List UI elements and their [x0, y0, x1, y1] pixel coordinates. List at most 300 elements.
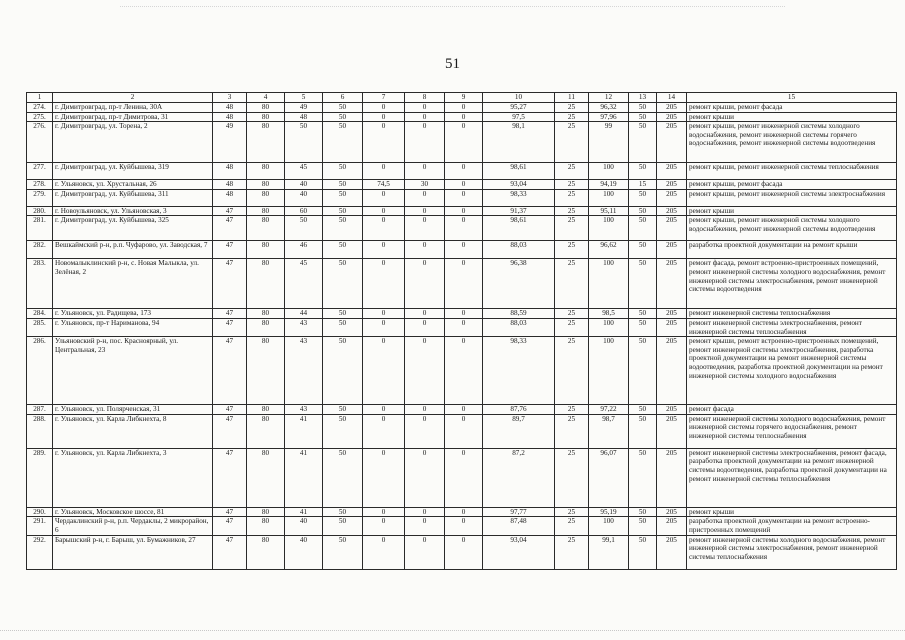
value-cell-7: 0 — [363, 241, 405, 259]
value-cell-7: 0 — [363, 112, 405, 122]
value-cell-12: 100 — [589, 337, 629, 405]
value-cell-12: 95,19 — [589, 507, 629, 517]
value-cell-6: 50 — [323, 318, 363, 336]
value-cell-8: 0 — [405, 103, 445, 113]
value-cell-3: 47 — [213, 448, 247, 507]
value-cell-6: 50 — [323, 535, 363, 569]
scan-artifact-bottom — [0, 630, 905, 632]
value-cell-14: 205 — [657, 259, 687, 309]
value-cell-13: 50 — [629, 507, 657, 517]
value-cell-4: 80 — [247, 189, 285, 206]
value-cell-8: 0 — [405, 318, 445, 336]
table-row — [27, 507, 897, 517]
value-cell-3: 47 — [213, 318, 247, 336]
value-cell-13: 50 — [629, 216, 657, 241]
value-cell-14: 205 — [657, 405, 687, 415]
work-description-cell: ремонт инженерной системы холодного водоснабжения, ремонт инженерной системы электроснабжения, ремонт инженерной системы теплоснабжения — [687, 535, 897, 569]
value-cell-6: 50 — [323, 103, 363, 113]
value-cell-6: 50 — [323, 189, 363, 206]
value-cell-13: 50 — [629, 517, 657, 535]
value-cell-13: 50 — [629, 318, 657, 336]
value-cell-9: 0 — [445, 405, 483, 415]
value-cell-12: 98,7 — [589, 414, 629, 448]
value-cell-8: 0 — [405, 122, 445, 163]
value-cell-9: 0 — [445, 448, 483, 507]
table-body — [27, 103, 897, 570]
page-number: 51 — [445, 56, 460, 72]
value-cell-11: 25 — [555, 206, 589, 216]
value-cell-10: 88,59 — [483, 309, 555, 319]
work-description-cell: ремонт крыши, ремонт инженерной системы теплоснабжения — [687, 163, 897, 180]
value-cell-7: 0 — [363, 163, 405, 180]
value-cell-8: 0 — [405, 405, 445, 415]
value-cell-7: 0 — [363, 103, 405, 113]
value-cell-9: 0 — [445, 163, 483, 180]
row-number-cell: 284. — [27, 309, 53, 319]
value-cell-3: 48 — [213, 180, 247, 190]
address-cell: г. Димитровград, пр-т Ленина, 30А — [53, 103, 213, 113]
value-cell-10: 96,38 — [483, 259, 555, 309]
value-cell-4: 80 — [247, 318, 285, 336]
value-cell-12: 100 — [589, 318, 629, 336]
value-cell-9: 0 — [445, 103, 483, 113]
column-header: 9 — [445, 93, 483, 103]
value-cell-12: 98,5 — [589, 309, 629, 319]
value-cell-3: 48 — [213, 103, 247, 113]
column-header: 13 — [629, 93, 657, 103]
address-cell: г. Ульяновск, ул. Хрустальная, 26 — [53, 180, 213, 190]
value-cell-12: 99,1 — [589, 535, 629, 569]
value-cell-10: 87,76 — [483, 405, 555, 415]
value-cell-9: 0 — [445, 318, 483, 336]
table-row — [27, 189, 897, 206]
value-cell-5: 45 — [285, 259, 323, 309]
value-cell-14: 205 — [657, 206, 687, 216]
address-cell: Новомалыклинский р-н, с. Новая Малыкла, ул. Зелёная, 2 — [53, 259, 213, 309]
address-cell: г. Димитровград, ул. Куйбышева, 325 — [53, 216, 213, 241]
row-number-cell: 277. — [27, 163, 53, 180]
work-description-cell: ремонт крыши, ремонт инженерной системы холодного водоснабжения, ремонт инженерной системы горячего водоснабжения, ремонт инженерной системы водоотведения — [687, 122, 897, 163]
table-row — [27, 206, 897, 216]
value-cell-12: 94,19 — [589, 180, 629, 190]
value-cell-5: 44 — [285, 309, 323, 319]
address-cell: г. Ульяновск, пр-т Нариманова, 94 — [53, 318, 213, 336]
value-cell-9: 0 — [445, 216, 483, 241]
value-cell-14: 205 — [657, 189, 687, 206]
value-cell-10: 98,33 — [483, 337, 555, 405]
value-cell-7: 0 — [363, 189, 405, 206]
value-cell-14: 205 — [657, 414, 687, 448]
value-cell-13: 50 — [629, 309, 657, 319]
value-cell-11: 25 — [555, 103, 589, 113]
value-cell-3: 47 — [213, 206, 247, 216]
value-cell-14: 205 — [657, 337, 687, 405]
work-description-cell: ремонт крыши — [687, 507, 897, 517]
value-cell-7: 0 — [363, 448, 405, 507]
table-row — [27, 112, 897, 122]
column-header: 12 — [589, 93, 629, 103]
table-row — [27, 414, 897, 448]
value-cell-13: 50 — [629, 163, 657, 180]
value-cell-10: 93,04 — [483, 535, 555, 569]
address-cell: г. Ульяновск, ул. Радищева, 173 — [53, 309, 213, 319]
table-row — [27, 309, 897, 319]
work-description-cell: разработка проектной документации на ремонт встроенно-пристроенных помещений — [687, 517, 897, 535]
value-cell-5: 60 — [285, 206, 323, 216]
value-cell-3: 47 — [213, 517, 247, 535]
value-cell-12: 99 — [589, 122, 629, 163]
value-cell-4: 80 — [247, 163, 285, 180]
value-cell-5: 41 — [285, 507, 323, 517]
table-row — [27, 122, 897, 163]
column-header: 11 — [555, 93, 589, 103]
value-cell-13: 50 — [629, 448, 657, 507]
value-cell-3: 47 — [213, 241, 247, 259]
column-number-row — [27, 93, 897, 103]
value-cell-12: 100 — [589, 216, 629, 241]
address-cell: Чердаклинский р-н, р.п. Чердаклы, 2 микрорайон, 6 — [53, 517, 213, 535]
value-cell-11: 25 — [555, 309, 589, 319]
table-row — [27, 216, 897, 241]
table-row — [27, 405, 897, 415]
column-header: 2 — [53, 93, 213, 103]
value-cell-5: 49 — [285, 103, 323, 113]
value-cell-14: 205 — [657, 163, 687, 180]
value-cell-3: 47 — [213, 216, 247, 241]
value-cell-7: 74,5 — [363, 180, 405, 190]
address-cell: г. Новоульяновск, ул. Ульяновская, 3 — [53, 206, 213, 216]
value-cell-4: 80 — [247, 112, 285, 122]
value-cell-13: 50 — [629, 189, 657, 206]
value-cell-11: 25 — [555, 189, 589, 206]
value-cell-10: 95,27 — [483, 103, 555, 113]
value-cell-4: 80 — [247, 414, 285, 448]
value-cell-5: 41 — [285, 448, 323, 507]
value-cell-5: 40 — [285, 535, 323, 569]
work-description-cell: ремонт инженерной системы холодного водоснабжения, ремонт инженерной системы горячего водоснабжения, ремонт инженерной системы теплоснабжения — [687, 414, 897, 448]
value-cell-7: 0 — [363, 206, 405, 216]
row-number-cell: 287. — [27, 405, 53, 415]
column-header: 3 — [213, 93, 247, 103]
value-cell-8: 0 — [405, 517, 445, 535]
value-cell-5: 43 — [285, 337, 323, 405]
value-cell-9: 0 — [445, 206, 483, 216]
value-cell-13: 50 — [629, 122, 657, 163]
table-row — [27, 318, 897, 336]
value-cell-6: 50 — [323, 517, 363, 535]
row-number-cell: 280. — [27, 206, 53, 216]
value-cell-9: 0 — [445, 414, 483, 448]
value-cell-11: 25 — [555, 180, 589, 190]
value-cell-11: 25 — [555, 517, 589, 535]
value-cell-9: 0 — [445, 535, 483, 569]
column-header: 15 — [687, 93, 897, 103]
work-description-cell: ремонт фасада — [687, 405, 897, 415]
column-header: 7 — [363, 93, 405, 103]
value-cell-9: 0 — [445, 309, 483, 319]
work-description-cell: ремонт фасада, ремонт встроенно-пристроенных помещений, ремонт инженерной системы холодного водоснабжения, ремонт инженерной системы электроснабжения, ремонт инженерной системы водоотведения — [687, 259, 897, 309]
value-cell-9: 0 — [445, 180, 483, 190]
value-cell-3: 47 — [213, 405, 247, 415]
table-row — [27, 259, 897, 309]
value-cell-6: 50 — [323, 206, 363, 216]
work-description-cell: ремонт крыши, ремонт встроенно-пристроенных помещений, ремонт инженерной системы электроснабжения, разработка проектной документации на ремонт инженерной системы водоотведения, разработка проектной документации на ремонт инженерной системы холодного водоснабжения — [687, 337, 897, 405]
address-cell: г. Димитровград, ул. Торена, 2 — [53, 122, 213, 163]
value-cell-7: 0 — [363, 216, 405, 241]
value-cell-4: 80 — [247, 448, 285, 507]
value-cell-3: 47 — [213, 535, 247, 569]
row-number-cell: 283. — [27, 259, 53, 309]
work-description-cell: ремонт крыши, ремонт фасада — [687, 180, 897, 190]
value-cell-13: 50 — [629, 103, 657, 113]
value-cell-8: 0 — [405, 163, 445, 180]
value-cell-4: 80 — [247, 122, 285, 163]
value-cell-9: 0 — [445, 122, 483, 163]
value-cell-6: 50 — [323, 337, 363, 405]
value-cell-6: 50 — [323, 241, 363, 259]
value-cell-11: 25 — [555, 414, 589, 448]
value-cell-4: 80 — [247, 180, 285, 190]
register-table-container — [26, 92, 896, 570]
value-cell-8: 0 — [405, 414, 445, 448]
value-cell-11: 25 — [555, 337, 589, 405]
value-cell-14: 205 — [657, 122, 687, 163]
value-cell-5: 43 — [285, 405, 323, 415]
address-cell: г. Ульяновск, ул. Карла Либкнехта, 3 — [53, 448, 213, 507]
value-cell-4: 80 — [247, 259, 285, 309]
value-cell-12: 100 — [589, 189, 629, 206]
value-cell-13: 50 — [629, 241, 657, 259]
value-cell-14: 205 — [657, 216, 687, 241]
value-cell-6: 50 — [323, 163, 363, 180]
value-cell-13: 50 — [629, 259, 657, 309]
value-cell-11: 25 — [555, 318, 589, 336]
row-number-cell: 289. — [27, 448, 53, 507]
value-cell-8: 0 — [405, 216, 445, 241]
row-number-cell: 275. — [27, 112, 53, 122]
value-cell-6: 50 — [323, 180, 363, 190]
value-cell-7: 0 — [363, 259, 405, 309]
column-header: 6 — [323, 93, 363, 103]
value-cell-12: 96,07 — [589, 448, 629, 507]
value-cell-3: 47 — [213, 507, 247, 517]
table-row — [27, 163, 897, 180]
value-cell-6: 50 — [323, 414, 363, 448]
row-number-cell: 282. — [27, 241, 53, 259]
address-cell: г. Ульяновск, ул. Полярченская, 31 — [53, 405, 213, 415]
value-cell-9: 0 — [445, 189, 483, 206]
value-cell-9: 0 — [445, 337, 483, 405]
row-number-cell: 290. — [27, 507, 53, 517]
value-cell-6: 50 — [323, 112, 363, 122]
work-description-cell: ремонт крыши, ремонт фасада — [687, 103, 897, 113]
value-cell-10: 89,7 — [483, 414, 555, 448]
value-cell-12: 100 — [589, 259, 629, 309]
value-cell-6: 50 — [323, 122, 363, 163]
column-header: 1 — [27, 93, 53, 103]
column-header: 8 — [405, 93, 445, 103]
row-number-cell: 276. — [27, 122, 53, 163]
value-cell-9: 0 — [445, 112, 483, 122]
value-cell-12: 97,96 — [589, 112, 629, 122]
value-cell-8: 0 — [405, 259, 445, 309]
column-header: 14 — [657, 93, 687, 103]
value-cell-8: 0 — [405, 337, 445, 405]
value-cell-14: 205 — [657, 517, 687, 535]
work-description-cell: ремонт крыши, ремонт инженерной системы электроснабжения — [687, 189, 897, 206]
value-cell-4: 80 — [247, 216, 285, 241]
value-cell-5: 48 — [285, 112, 323, 122]
column-header: 10 — [483, 93, 555, 103]
address-cell: Вешкаймский р-н, р.п. Чуфарово, ул. Заводская, 7 — [53, 241, 213, 259]
value-cell-8: 0 — [405, 206, 445, 216]
value-cell-9: 0 — [445, 259, 483, 309]
value-cell-6: 50 — [323, 309, 363, 319]
table-row — [27, 337, 897, 405]
value-cell-7: 0 — [363, 122, 405, 163]
work-description-cell: ремонт инженерной системы теплоснабжения — [687, 309, 897, 319]
value-cell-7: 0 — [363, 309, 405, 319]
work-description-cell: ремонт крыши — [687, 206, 897, 216]
value-cell-11: 25 — [555, 259, 589, 309]
value-cell-8: 0 — [405, 112, 445, 122]
table-row — [27, 535, 897, 569]
value-cell-5: 43 — [285, 318, 323, 336]
row-number-cell: 286. — [27, 337, 53, 405]
value-cell-12: 100 — [589, 163, 629, 180]
value-cell-10: 88,03 — [483, 241, 555, 259]
value-cell-4: 80 — [247, 103, 285, 113]
row-number-cell: 279. — [27, 189, 53, 206]
value-cell-3: 47 — [213, 309, 247, 319]
row-number-cell: 274. — [27, 103, 53, 113]
value-cell-7: 0 — [363, 414, 405, 448]
value-cell-8: 0 — [405, 535, 445, 569]
row-number-cell: 291. — [27, 517, 53, 535]
value-cell-14: 205 — [657, 309, 687, 319]
value-cell-8: 0 — [405, 309, 445, 319]
value-cell-13: 50 — [629, 112, 657, 122]
value-cell-7: 0 — [363, 507, 405, 517]
value-cell-14: 205 — [657, 103, 687, 113]
row-number-cell: 288. — [27, 414, 53, 448]
value-cell-3: 48 — [213, 189, 247, 206]
value-cell-6: 50 — [323, 216, 363, 241]
value-cell-10: 97,77 — [483, 507, 555, 517]
value-cell-4: 80 — [247, 405, 285, 415]
value-cell-7: 0 — [363, 318, 405, 336]
value-cell-4: 80 — [247, 337, 285, 405]
value-cell-8: 0 — [405, 189, 445, 206]
value-cell-12: 100 — [589, 517, 629, 535]
address-cell: Барышский р-н, г. Барыш, ул. Бумажников, 27 — [53, 535, 213, 569]
value-cell-14: 205 — [657, 507, 687, 517]
table-row — [27, 180, 897, 190]
value-cell-8: 30 — [405, 180, 445, 190]
work-description-cell: ремонт крыши, ремонт инженерной системы холодного водоснабжения, ремонт инженерной системы водоотведения — [687, 216, 897, 241]
address-cell: г. Ульяновск, Московское шоссе, 81 — [53, 507, 213, 517]
register-table — [26, 92, 897, 570]
work-description-cell: разработка проектной документации на ремонт крыши — [687, 241, 897, 259]
value-cell-6: 50 — [323, 405, 363, 415]
value-cell-12: 96,32 — [589, 103, 629, 113]
row-number-cell: 292. — [27, 535, 53, 569]
value-cell-13: 50 — [629, 206, 657, 216]
address-cell: г. Ульяновск, ул. Карла Либкнехта, 8 — [53, 414, 213, 448]
row-number-cell: 285. — [27, 318, 53, 336]
value-cell-14: 205 — [657, 112, 687, 122]
value-cell-14: 205 — [657, 180, 687, 190]
value-cell-10: 98,33 — [483, 189, 555, 206]
value-cell-12: 97,22 — [589, 405, 629, 415]
value-cell-4: 80 — [247, 535, 285, 569]
value-cell-3: 48 — [213, 163, 247, 180]
value-cell-5: 50 — [285, 216, 323, 241]
value-cell-10: 88,03 — [483, 318, 555, 336]
value-cell-7: 0 — [363, 517, 405, 535]
value-cell-9: 0 — [445, 517, 483, 535]
value-cell-12: 95,11 — [589, 206, 629, 216]
address-cell: г. Димитровград, ул. Куйбышева, 311 — [53, 189, 213, 206]
value-cell-7: 0 — [363, 405, 405, 415]
value-cell-8: 0 — [405, 448, 445, 507]
value-cell-3: 47 — [213, 337, 247, 405]
work-description-cell: ремонт крыши — [687, 112, 897, 122]
value-cell-3: 47 — [213, 414, 247, 448]
column-header: 5 — [285, 93, 323, 103]
value-cell-13: 50 — [629, 405, 657, 415]
value-cell-8: 0 — [405, 241, 445, 259]
value-cell-10: 93,04 — [483, 180, 555, 190]
value-cell-3: 49 — [213, 122, 247, 163]
value-cell-10: 98,61 — [483, 216, 555, 241]
address-cell: г. Димитровград, пр-т Димитрова, 31 — [53, 112, 213, 122]
value-cell-9: 0 — [445, 507, 483, 517]
value-cell-13: 15 — [629, 180, 657, 190]
value-cell-10: 87,2 — [483, 448, 555, 507]
value-cell-14: 205 — [657, 241, 687, 259]
value-cell-5: 40 — [285, 180, 323, 190]
value-cell-5: 40 — [285, 189, 323, 206]
row-number-cell: 278. — [27, 180, 53, 190]
value-cell-4: 80 — [247, 206, 285, 216]
column-header: 4 — [247, 93, 285, 103]
value-cell-6: 50 — [323, 507, 363, 517]
value-cell-6: 50 — [323, 259, 363, 309]
value-cell-10: 91,37 — [483, 206, 555, 216]
address-cell: Ульяновский р-н, пос. Красноярный, ул. Центральная, 23 — [53, 337, 213, 405]
value-cell-5: 40 — [285, 517, 323, 535]
value-cell-14: 205 — [657, 318, 687, 336]
value-cell-9: 0 — [445, 241, 483, 259]
value-cell-5: 41 — [285, 414, 323, 448]
value-cell-12: 96,62 — [589, 241, 629, 259]
value-cell-5: 50 — [285, 122, 323, 163]
value-cell-14: 205 — [657, 448, 687, 507]
value-cell-11: 25 — [555, 448, 589, 507]
value-cell-13: 50 — [629, 414, 657, 448]
value-cell-3: 47 — [213, 259, 247, 309]
value-cell-11: 25 — [555, 216, 589, 241]
value-cell-3: 48 — [213, 112, 247, 122]
table-row — [27, 103, 897, 113]
value-cell-10: 98,1 — [483, 122, 555, 163]
value-cell-4: 80 — [247, 507, 285, 517]
scan-artifact-top — [120, 6, 785, 8]
value-cell-13: 50 — [629, 337, 657, 405]
value-cell-11: 25 — [555, 507, 589, 517]
work-description-cell: ремонт инженерной системы электроснабжения, ремонт инженерной системы теплоснабжения — [687, 318, 897, 336]
